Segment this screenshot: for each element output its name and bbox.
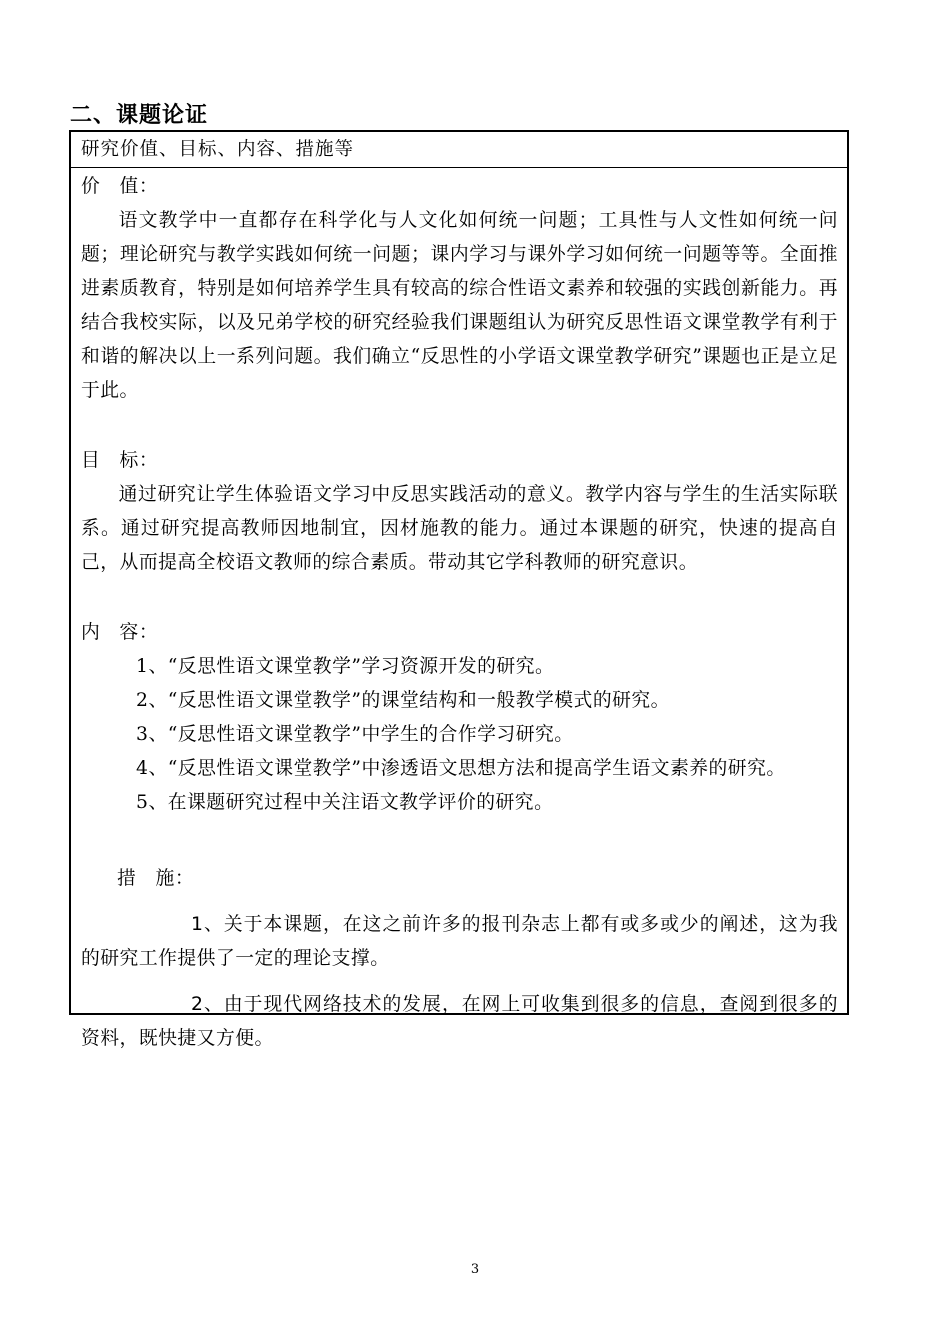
value-label: 价 值： [81, 176, 159, 197]
content-item-4: 4、“反思性语文课堂教学”中渗透语文思想方法和提高学生语文素养的研究。 [136, 758, 786, 779]
goal-paragraph: 通过研究让学生体验语文学习中反思实践活动的意义。教学内容与学生的生活实际联系。通过研究提高教师因地制宜，因材施教的能力。通过本课题的研究，快速的提高自己，从而提高全校语文教师的综合素质。带动其它学科教师的研究意识。 [81, 484, 838, 573]
page-number: 3 [470, 1262, 480, 1277]
content-item-3: 3、“反思性语文课堂教学”中学生的合作学习研究。 [136, 724, 574, 745]
measure-number-2: 2 [191, 994, 204, 1015]
content-item-1: 1、“反思性语文课堂教学”学习资源开发的研究。 [136, 656, 555, 677]
measure-item-1 [81, 908, 838, 976]
measure-item-2 [81, 988, 838, 1056]
content-label: 内 容： [81, 622, 159, 643]
table-header: 研究价值、目标、内容、措施等 [71, 132, 847, 168]
value-paragraph: 语文教学中一直都存在科学化与人文化如何统一问题；工具性与人文性如何统一问题；理论研究与教学实践如何统一问题；课内学习与课外学习如何统一问题等等。全面推进素质教育，特别是如何培养学生具有较高的综合性语文素养和较强的实践创新能力。再结合我校实际，以及兄弟学校的研究经验我们课题组认为研究反思性语文课堂教学有利于和谐的解决以上一系列问题。我们确立“反思性的小学语文课堂教学研究”课题也正是立足于此。 [81, 210, 838, 401]
measure-text-1: 、关于本课题，在这之前许多的报刊杂志上都有或多或少的阐述，这为我的研究工作提供了一定的理论支撑。 [81, 914, 838, 969]
table-body [71, 170, 847, 1056]
measures-label: 措 施： [117, 868, 195, 889]
goal-label: 目 标： [81, 450, 159, 471]
content-item-5: 5、在课题研究过程中关注语文教学评价的研究。 [136, 792, 554, 813]
measure-number-1: 1 [191, 914, 204, 935]
measure-text-2: 、由于现代网络技术的发展，在网上可收集到很多的信息，查阅到很多的资料，既快捷又方便。 [81, 994, 838, 1049]
content-item-2: 2、“反思性语文课堂教学”的课堂结构和一般教学模式的研究。 [136, 690, 670, 711]
section-heading: 二、课题论证 [70, 103, 209, 128]
argument-table [69, 130, 849, 1049]
